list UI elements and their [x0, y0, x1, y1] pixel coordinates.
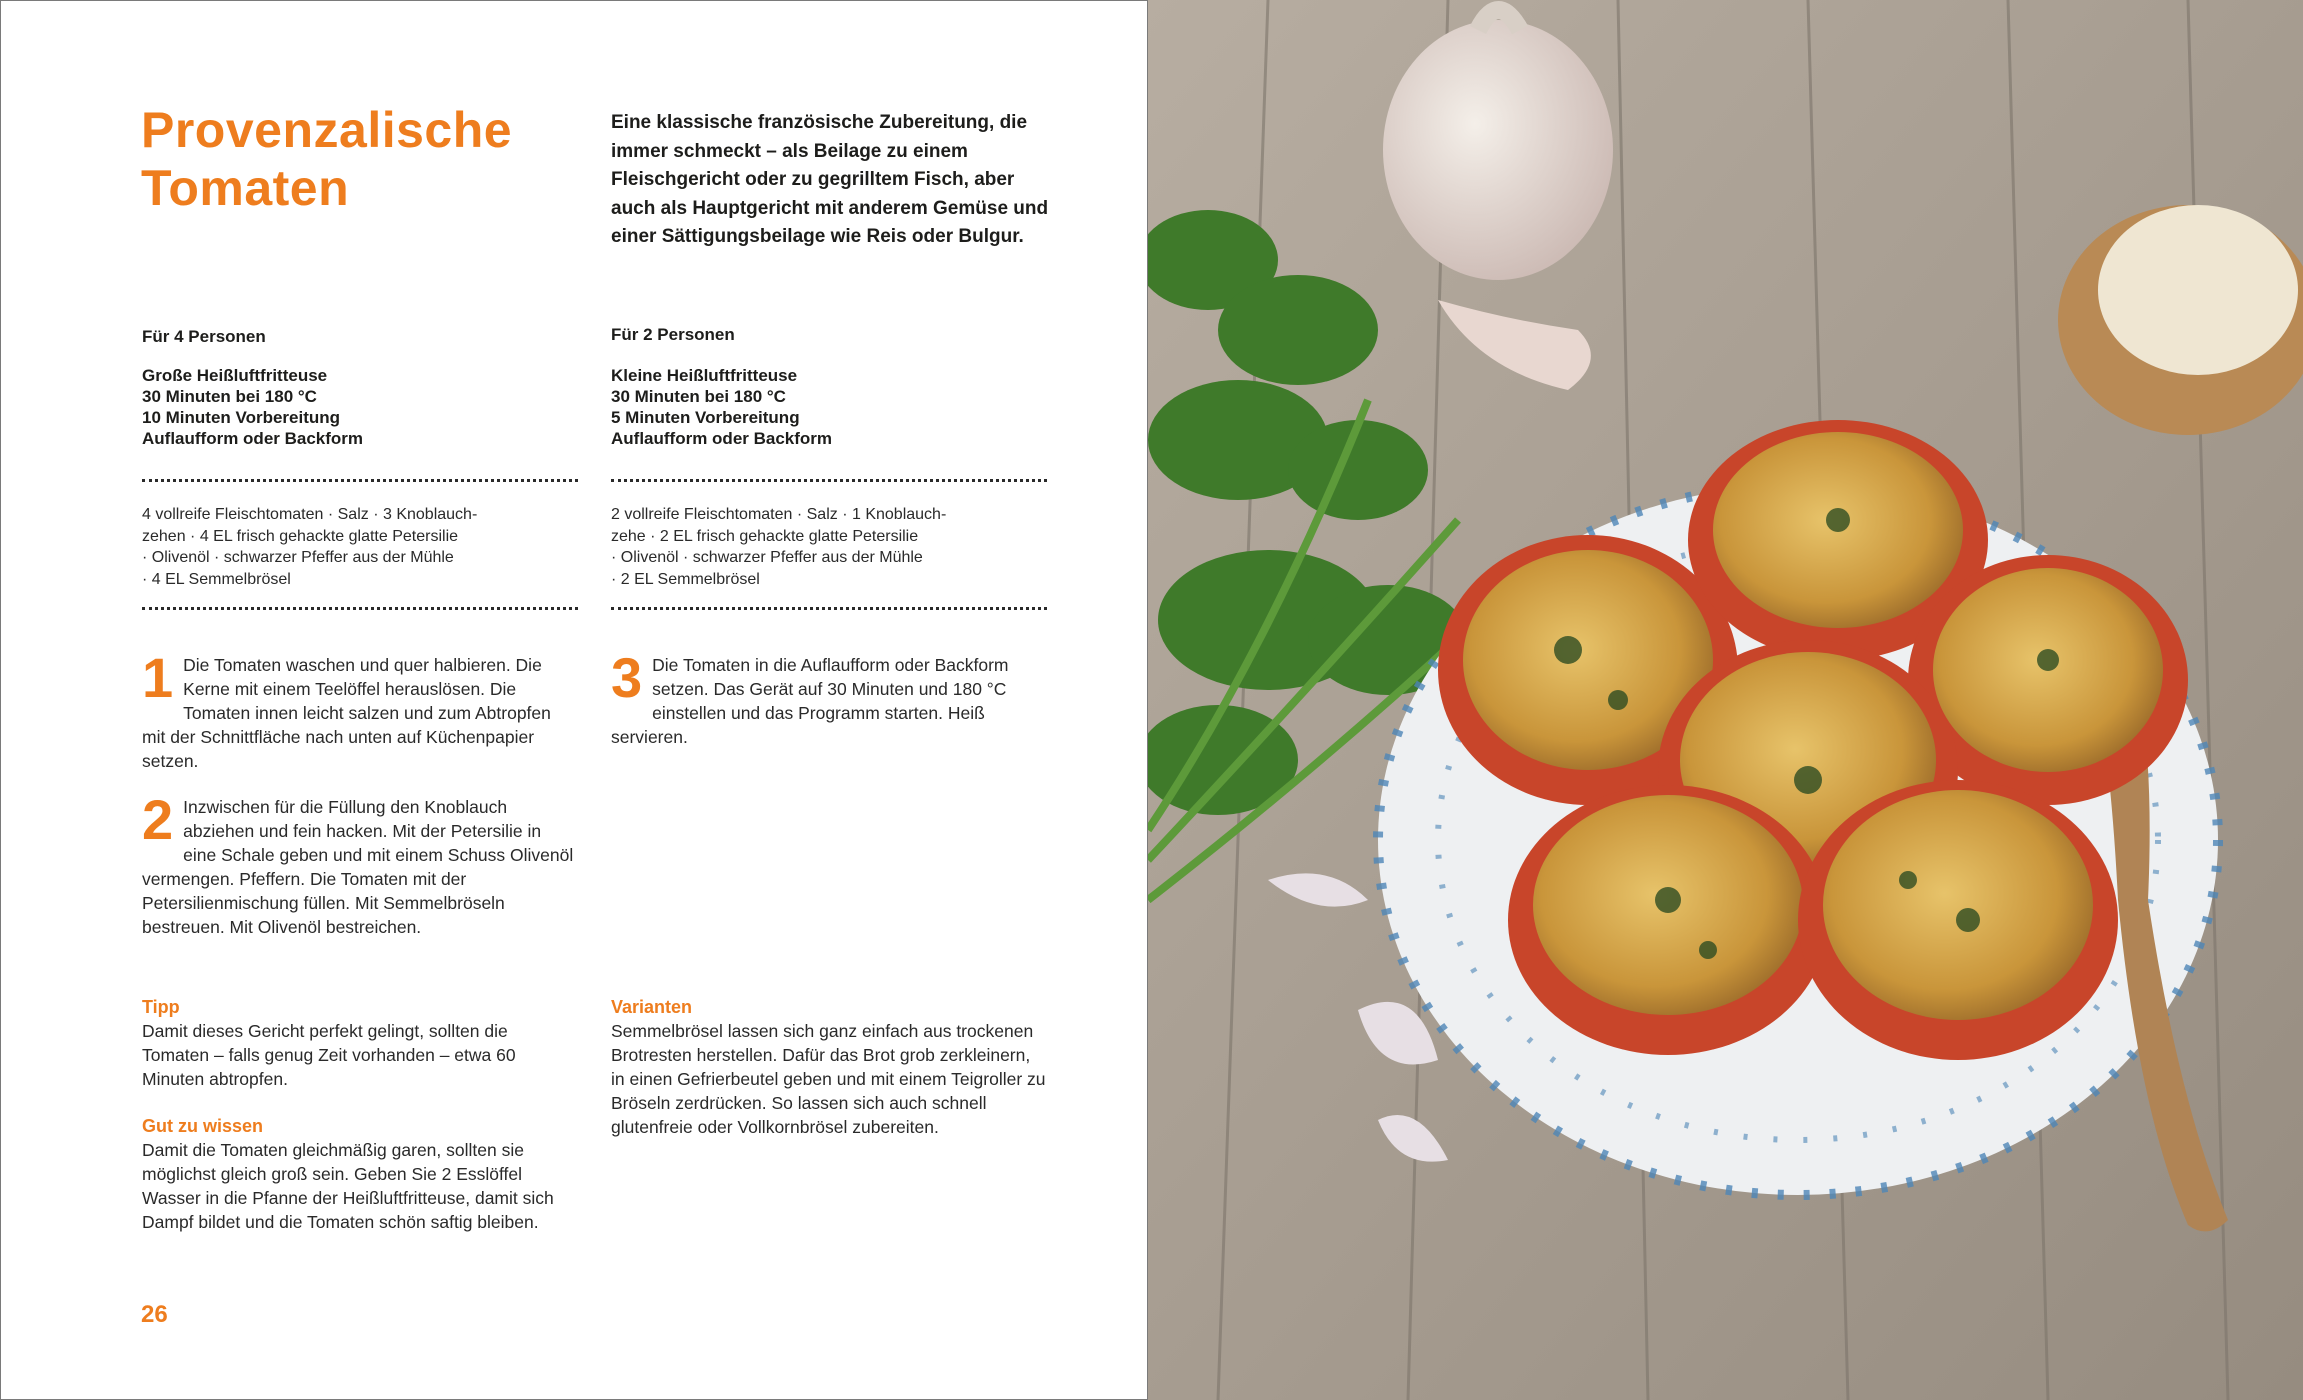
gut-zu-wissen-title: Gut zu wissen [142, 1116, 264, 1136]
dotted-divider [611, 607, 1047, 610]
ingredient-line: · 2 EL Semmelbrösel [611, 570, 760, 588]
ingredient-line: zehen · 4 EL frisch gehackte glatte Petersilie [142, 527, 459, 545]
servings-4-block [142, 327, 572, 449]
servings-4-label: Für 4 Personen [142, 327, 266, 346]
food-photo-illustration [1148, 0, 2303, 1400]
food-photo [1148, 0, 2303, 1400]
ingredient-line: zehe · 2 EL frisch gehackte glatte Petersilie [611, 527, 919, 545]
step-text: Die Tomaten waschen und quer halbieren. Die Kerne mit einem Teelöffel herauslösen. Die Tomaten innen leicht salzen und zum Abtropfen mit der Schnittfläche nach unten auf Küchenpapier setzen. [142, 655, 551, 771]
step-number: 3 [611, 646, 643, 709]
spec-line: Auflaufform oder Backform [142, 429, 364, 448]
spec-line: 30 Minuten bei 180 °C [142, 387, 317, 406]
tipp-box [142, 995, 578, 1091]
page-number: 26 [141, 1301, 168, 1328]
step-3 [611, 646, 1047, 749]
garlic-bulb [1383, 20, 1613, 280]
step-text: Die Tomaten in die Auflaufform oder Backform setzen. Das Gerät auf 30 Minuten und 180 °C einstellen und das Programm starten. Heiß servieren. [611, 655, 1009, 747]
varianten-text: Semmelbrösel lassen sich ganz einfach aus trockenen Brotresten herstellen. Dafür das Brot grob zerkleinern, in einen Gefrierbeutel geben und mit einem Teigroller zu Bröseln zerdrücken. So lassen sich auch schnell glutenfreie oder Vollkornbrösel zubereiten. [611, 1021, 1046, 1137]
dotted-divider [611, 479, 1047, 482]
gut-zu-wissen-text: Damit die Tomaten gleichmäßig garen, sollten sie möglichst gleich groß sein. Geben Sie 2 Esslöffel Wasser in die Pfanne der Heißluftfritteuse, damit sich Dampf bildet und die Tomaten schön saftig bleiben. [142, 1140, 554, 1232]
step-number: 1 [142, 646, 174, 709]
step-number: 2 [142, 788, 174, 851]
spec-line: 10 Minuten Vorbereitung [142, 408, 341, 427]
spec-line: Kleine Heißluftfritteuse [611, 366, 798, 385]
servings-2-specs [611, 365, 1041, 449]
step-text: Inzwischen für die Füllung den Knoblauch abziehen und fein hacken. Mit der Petersilie in eine Schale geben und mit einem Schuss Olivenöl vermengen. Pfeffern. Die Tomaten mit der Petersilienmischung füllen. Mit Semmelbröseln bestreuen. Mit Olivenöl bestreichen. [142, 797, 574, 937]
ingredient-line: · Olivenöl · schwarzer Pfeffer aus der Mühle [142, 549, 454, 566]
recipe-title: Provenzalische Tomaten [141, 102, 513, 216]
recipe-page [0, 0, 1148, 1400]
spec-line: Auflaufform oder Backform [611, 429, 833, 448]
step-2 [142, 788, 578, 939]
spec-line: 30 Minuten bei 180 °C [611, 387, 786, 406]
recipe-intro: Eine klassische französische Zubereitung, die immer schmeckt – als Beilage zu einem Fleischgericht oder zu gegrilltem Fisch, aber auch als Hauptgericht mit anderem Gemüse und einer Sättigungsbeilage wie Reis oder Bulgur. [611, 112, 1049, 247]
dotted-divider [142, 607, 578, 610]
tipp-title: Tipp [142, 997, 180, 1017]
dotted-divider [142, 479, 578, 482]
ingredients-4 [142, 504, 572, 590]
ingredient-line: 2 vollreife Fleischtomaten · Salz · 1 Knoblauch- [611, 506, 947, 523]
servings-2-label: Für 2 Personen [611, 325, 735, 344]
servings-4-specs [142, 365, 572, 449]
step-1 [142, 646, 578, 773]
ingredient-line: 4 vollreife Fleischtomaten · Salz · 3 Knoblauch- [142, 506, 478, 523]
spec-line: Große Heißluftfritteuse [142, 366, 328, 385]
ingredient-line: · Olivenöl · schwarzer Pfeffer aus der Mühle [611, 549, 923, 566]
spec-line: 5 Minuten Vorbereitung [611, 408, 800, 427]
ingredient-line: · 4 EL Semmelbrösel [142, 570, 291, 588]
gut-zu-wissen-box [142, 1114, 578, 1234]
tipp-text: Damit dieses Gericht perfekt gelingt, sollten die Tomaten – falls genug Zeit vorhanden – etwa 60 Minuten abtropfen. [142, 1021, 516, 1089]
servings-2-block [611, 325, 1041, 449]
ingredients-2 [611, 504, 1041, 590]
varianten-title: Varianten [611, 997, 693, 1017]
varianten-box [611, 995, 1047, 1139]
